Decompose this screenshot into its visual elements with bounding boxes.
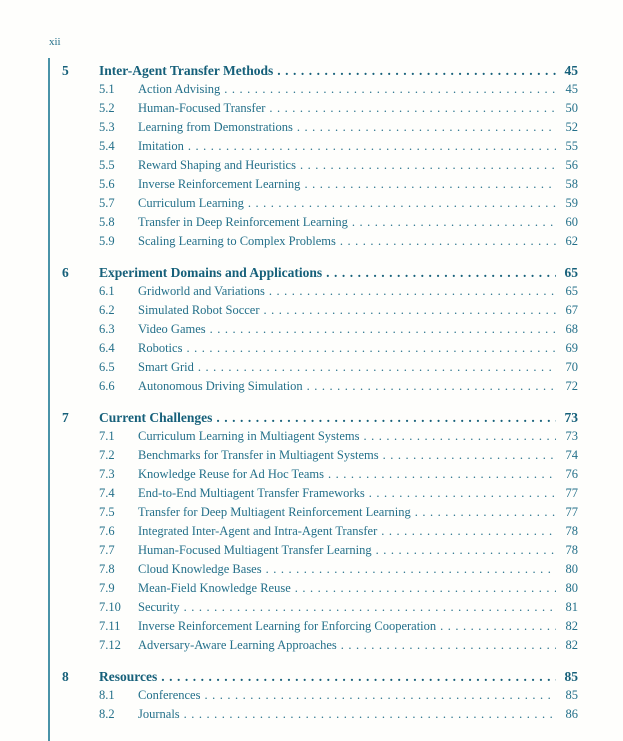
chapter-entry[interactable] bbox=[62, 263, 578, 282]
dot-leader bbox=[383, 446, 556, 465]
section-number: 5.5 bbox=[99, 158, 115, 172]
dot-leader bbox=[326, 263, 556, 282]
section-page-number: 59 bbox=[565, 196, 578, 210]
section-entry[interactable] bbox=[99, 80, 578, 99]
section-number: 6.4 bbox=[99, 341, 115, 355]
section-number: 6.6 bbox=[99, 379, 115, 393]
section-number: 7.5 bbox=[99, 505, 115, 519]
chapter-number: 6 bbox=[62, 265, 69, 280]
section-number: 5.1 bbox=[99, 82, 115, 96]
section-number: 5.3 bbox=[99, 120, 115, 134]
section-entry[interactable] bbox=[99, 541, 578, 560]
dot-leader bbox=[269, 282, 556, 301]
section-number: 7.4 bbox=[99, 486, 115, 500]
dot-leader bbox=[204, 686, 556, 705]
section-number: 6.1 bbox=[99, 284, 115, 298]
chapter-page-number: 65 bbox=[564, 265, 578, 280]
chapter-entry[interactable] bbox=[62, 61, 578, 80]
section-number: 6.5 bbox=[99, 360, 115, 374]
section-entry[interactable] bbox=[99, 636, 578, 655]
section-number: 6.3 bbox=[99, 322, 115, 336]
dot-leader bbox=[440, 617, 556, 636]
section-page-number: 55 bbox=[565, 139, 578, 153]
dot-leader bbox=[216, 408, 556, 427]
section-title: Video Games bbox=[138, 322, 206, 336]
dot-leader bbox=[248, 194, 556, 213]
section-title: End-to-End Multiagent Transfer Frameworks bbox=[138, 486, 365, 500]
dot-leader bbox=[307, 377, 556, 396]
chapter-number: 5 bbox=[62, 63, 69, 78]
section-number: 5.4 bbox=[99, 139, 115, 153]
section-title: Gridworld and Variations bbox=[138, 284, 265, 298]
dot-leader bbox=[340, 232, 556, 251]
section-entry[interactable] bbox=[99, 705, 578, 724]
section-title: Security bbox=[138, 600, 180, 614]
section-page-number: 62 bbox=[565, 234, 578, 248]
section-number: 5.8 bbox=[99, 215, 115, 229]
section-page-number: 45 bbox=[565, 82, 578, 96]
section-page-number: 52 bbox=[565, 120, 578, 134]
section-number: 7.10 bbox=[99, 600, 121, 614]
section-page-number: 73 bbox=[565, 429, 578, 443]
section-title: Cloud Knowledge Bases bbox=[138, 562, 262, 576]
section-page-number: 70 bbox=[565, 360, 578, 374]
dot-leader bbox=[184, 705, 556, 724]
section-page-number: 81 bbox=[565, 600, 578, 614]
section-title: Benchmarks for Transfer in Multiagent Systems bbox=[138, 448, 379, 462]
section-page-number: 80 bbox=[565, 581, 578, 595]
section-number: 5.7 bbox=[99, 196, 115, 210]
dot-leader bbox=[198, 358, 556, 377]
section-entry[interactable] bbox=[99, 339, 578, 358]
section-entry[interactable] bbox=[99, 156, 578, 175]
dot-leader bbox=[186, 339, 556, 358]
section-title: Learning from Demonstrations bbox=[138, 120, 293, 134]
section-page-number: 80 bbox=[565, 562, 578, 576]
section-number: 7.11 bbox=[99, 619, 121, 633]
dot-leader bbox=[352, 213, 556, 232]
section-page-number: 74 bbox=[565, 448, 578, 462]
left-vertical-rule bbox=[48, 58, 50, 741]
section-page-number: 86 bbox=[565, 707, 578, 721]
section-title: Reward Shaping and Heuristics bbox=[138, 158, 296, 172]
section-page-number: 72 bbox=[565, 379, 578, 393]
section-entry[interactable] bbox=[99, 560, 578, 579]
chapter-page-number: 85 bbox=[564, 669, 578, 684]
section-title: Human-Focused Multiagent Transfer Learning bbox=[138, 543, 372, 557]
section-entry[interactable] bbox=[99, 320, 578, 339]
section-entry[interactable] bbox=[99, 213, 578, 232]
dot-leader bbox=[266, 560, 556, 579]
dot-leader bbox=[376, 541, 556, 560]
section-number: 5.2 bbox=[99, 101, 115, 115]
section-page-number: 69 bbox=[565, 341, 578, 355]
toc-list bbox=[62, 61, 578, 724]
section-page-number: 82 bbox=[565, 638, 578, 652]
section-entry[interactable] bbox=[99, 175, 578, 194]
dot-leader bbox=[364, 427, 557, 446]
chapter-entry[interactable] bbox=[62, 667, 578, 686]
section-entry[interactable] bbox=[99, 301, 578, 320]
section-number: 7.7 bbox=[99, 543, 115, 557]
section-title: Inverse Reinforcement Learning for Enforcing Cooperation bbox=[138, 619, 437, 633]
chapter-page-number: 73 bbox=[564, 410, 578, 425]
dot-leader bbox=[381, 522, 556, 541]
section-entry[interactable] bbox=[99, 358, 578, 377]
dot-leader bbox=[184, 598, 556, 617]
section-number: 6.2 bbox=[99, 303, 115, 317]
section-entry[interactable] bbox=[99, 598, 578, 617]
section-entry[interactable] bbox=[99, 579, 578, 598]
section-entry[interactable] bbox=[99, 377, 578, 396]
section-entry[interactable] bbox=[99, 118, 578, 137]
section-title: Action Advising bbox=[138, 82, 221, 96]
section-title: Transfer in Deep Reinforcement Learning bbox=[138, 215, 348, 229]
section-entry[interactable] bbox=[99, 99, 578, 118]
section-entry[interactable] bbox=[99, 446, 578, 465]
section-page-number: 56 bbox=[565, 158, 578, 172]
section-page-number: 67 bbox=[565, 303, 578, 317]
section-title: Integrated Inter-Agent and Intra-Agent Transfer bbox=[138, 524, 378, 538]
section-title: Journals bbox=[138, 707, 180, 721]
section-title: Transfer for Deep Multiagent Reinforcement Learning bbox=[138, 505, 411, 519]
section-number: 8.2 bbox=[99, 707, 115, 721]
dot-leader bbox=[277, 61, 556, 80]
chapter-page-number: 45 bbox=[564, 63, 578, 78]
section-entry[interactable] bbox=[99, 522, 578, 541]
section-title: Simulated Robot Soccer bbox=[138, 303, 260, 317]
section-entry[interactable] bbox=[99, 137, 578, 156]
chapter-title: Experiment Domains and Applications bbox=[99, 265, 323, 280]
section-entry[interactable] bbox=[99, 503, 578, 522]
chapter-entry[interactable] bbox=[62, 408, 578, 427]
chapter-title: Resources bbox=[99, 669, 158, 684]
section-title: Smart Grid bbox=[138, 360, 194, 374]
chapter-title: Current Challenges bbox=[99, 410, 213, 425]
section-title: Robotics bbox=[138, 341, 183, 355]
section-number: 5.6 bbox=[99, 177, 115, 191]
section-number: 7.6 bbox=[99, 524, 115, 538]
dot-leader bbox=[304, 175, 556, 194]
dot-leader bbox=[295, 579, 556, 598]
dot-leader bbox=[415, 503, 556, 522]
chapter-title: Inter-Agent Transfer Methods bbox=[99, 63, 274, 78]
section-number: 7.8 bbox=[99, 562, 115, 576]
section-title: Mean-Field Knowledge Reuse bbox=[138, 581, 291, 595]
section-title: Curriculum Learning in Multiagent Systems bbox=[138, 429, 360, 443]
section-entry[interactable] bbox=[99, 465, 578, 484]
section-page-number: 78 bbox=[565, 543, 578, 557]
section-entry[interactable] bbox=[99, 617, 578, 636]
section-page-number: 85 bbox=[565, 688, 578, 702]
section-entry[interactable] bbox=[99, 232, 578, 251]
section-title: Autonomous Driving Simulation bbox=[138, 379, 303, 393]
section-number: 7.12 bbox=[99, 638, 121, 652]
section-title: Adversary-Aware Learning Approaches bbox=[138, 638, 337, 652]
dot-leader bbox=[300, 156, 556, 175]
section-page-number: 58 bbox=[565, 177, 578, 191]
section-page-number: 68 bbox=[565, 322, 578, 336]
section-title: Knowledge Reuse for Ad Hoc Teams bbox=[138, 467, 325, 481]
dot-leader bbox=[341, 636, 556, 655]
section-entry[interactable] bbox=[99, 282, 578, 301]
section-title: Human-Focused Transfer bbox=[138, 101, 266, 115]
chapter-number: 8 bbox=[62, 669, 69, 684]
dot-leader bbox=[264, 301, 556, 320]
section-page-number: 77 bbox=[565, 486, 578, 500]
section-entry[interactable] bbox=[99, 484, 578, 503]
section-page-number: 50 bbox=[565, 101, 578, 115]
section-number: 8.1 bbox=[99, 688, 115, 702]
section-number: 7.2 bbox=[99, 448, 115, 462]
section-page-number: 76 bbox=[565, 467, 578, 481]
dot-leader bbox=[369, 484, 556, 503]
dot-leader bbox=[188, 137, 556, 156]
section-page-number: 78 bbox=[565, 524, 578, 538]
chapter-number: 7 bbox=[62, 410, 69, 425]
section-page-number: 77 bbox=[565, 505, 578, 519]
dot-leader bbox=[210, 320, 556, 339]
section-number: 5.9 bbox=[99, 234, 115, 248]
section-title: Curriculum Learning bbox=[138, 196, 244, 210]
dot-leader bbox=[224, 80, 556, 99]
page-number-folio: xii bbox=[49, 36, 61, 48]
section-entry[interactable] bbox=[99, 686, 578, 705]
section-page-number: 65 bbox=[565, 284, 578, 298]
section-entry[interactable] bbox=[99, 427, 578, 446]
section-entry[interactable] bbox=[99, 194, 578, 213]
dot-leader bbox=[269, 99, 556, 118]
dot-leader bbox=[161, 667, 556, 686]
section-number: 7.1 bbox=[99, 429, 115, 443]
section-page-number: 60 bbox=[565, 215, 578, 229]
section-title: Imitation bbox=[138, 139, 184, 153]
section-title: Conferences bbox=[138, 688, 201, 702]
section-number: 7.9 bbox=[99, 581, 115, 595]
section-title: Inverse Reinforcement Learning bbox=[138, 177, 301, 191]
section-title: Scaling Learning to Complex Problems bbox=[138, 234, 336, 248]
section-number: 7.3 bbox=[99, 467, 115, 481]
dot-leader bbox=[297, 118, 556, 137]
dot-leader bbox=[328, 465, 556, 484]
section-page-number: 82 bbox=[565, 619, 578, 633]
